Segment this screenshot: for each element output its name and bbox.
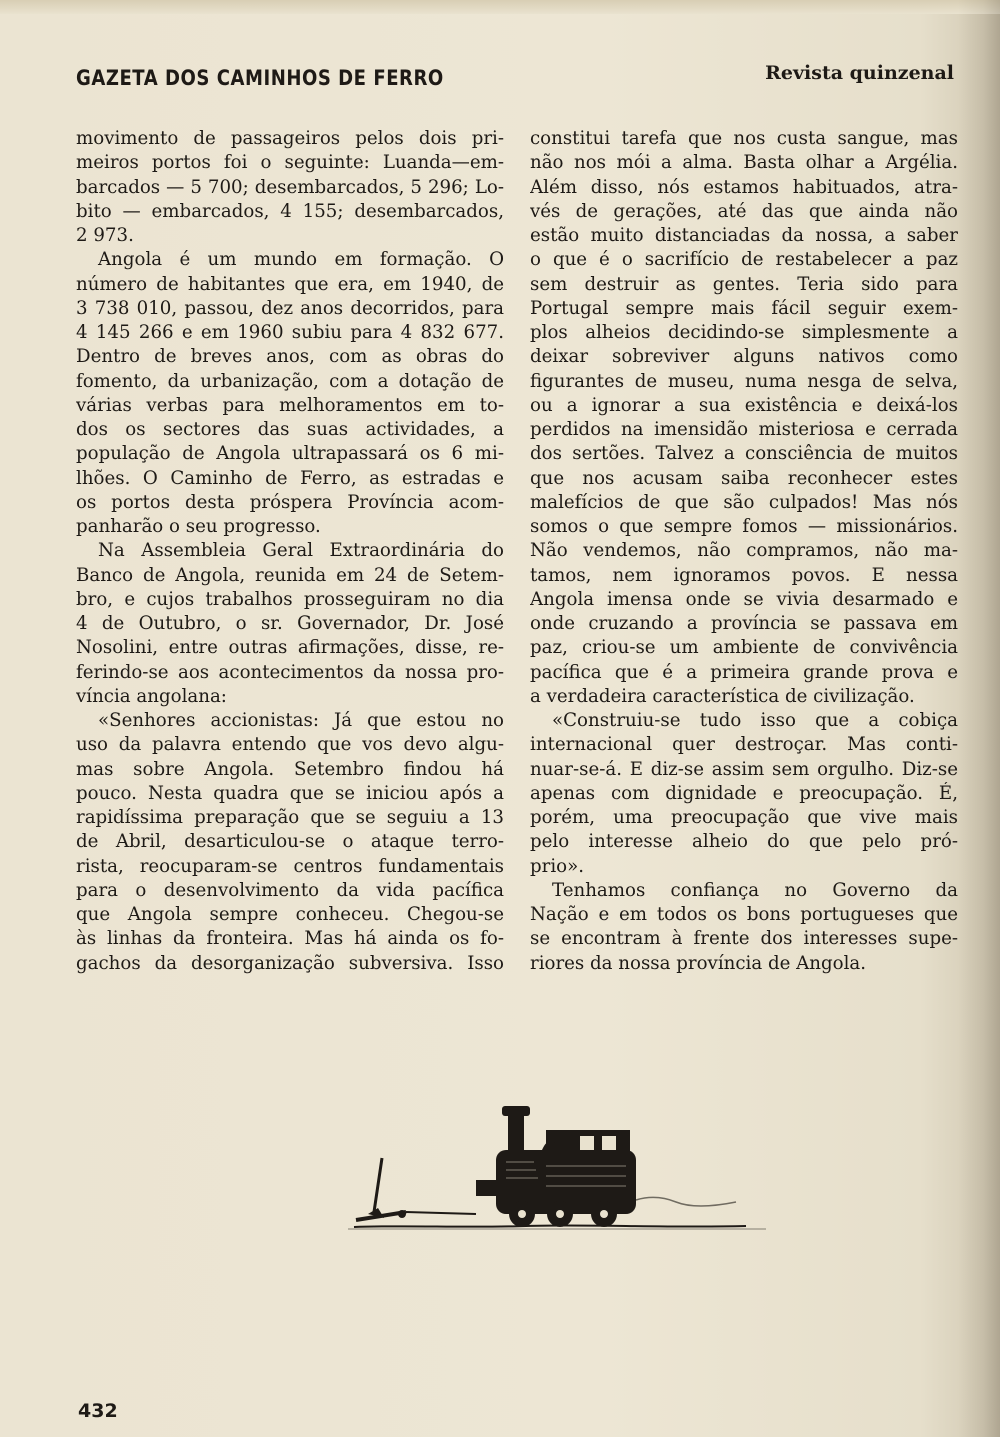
text-line: Nação e em todos os bons portugueses que (530, 904, 958, 925)
text-line: número de habitantes que era, em 1940, de (76, 273, 504, 295)
text-line: bito — embarcados, 4 155; desembarcados, (76, 200, 504, 222)
text-line: o que é o sacrifício de restabelecer a paz (530, 249, 958, 271)
text-line: uso da palavra entendo que vos devo algu- (76, 734, 504, 756)
text-line: ferindo-se aos acontecimentos da nossa pro- (76, 661, 504, 683)
text-line: víncia angolana: (76, 685, 227, 707)
text-line: pouco. Nesta quadra que se iniciou após a (76, 782, 504, 804)
left-column (76, 127, 504, 976)
text-line: estão muito distanciadas da nossa, a saber (530, 225, 958, 246)
text-line: gachos da desorganização subversiva. Isso (76, 952, 504, 974)
text-line: Angola é um mundo em formação. O (98, 249, 504, 271)
text-line: para o desenvolvimento da vida pacífica (76, 879, 504, 901)
text-line: que nos acusam saiba reconhecer estes (530, 467, 958, 489)
text-line: Nosolini, entre outras afirmações, disse, re- (76, 637, 504, 659)
text-line: constitui tarefa que nos custa sangue, mas (530, 128, 958, 149)
text-line: meiros portos foi o seguinte: Luanda—em- (76, 152, 504, 174)
text-line: bro, e cujos trabalhos prosseguiram no dia (76, 588, 504, 610)
text-line: Dentro de breves anos, com as obras do (76, 346, 504, 368)
text-line: rista, reocuparam-se centros fundamentais (76, 855, 504, 877)
text-line: movimento de passageiros pelos dois pri- (76, 128, 504, 149)
steam-locomotive-icon (346, 1100, 786, 1240)
text-line: pelo interesse alheio do que pelo pró- (530, 831, 958, 853)
text-line: às linhas da fronteira. Mas há ainda os fo- (76, 928, 504, 950)
text-line: Portugal sempre mais fácil seguir exem- (530, 297, 958, 319)
text-line: 4 de Outubro, o sr. Governador, Dr. José (76, 613, 504, 634)
text-line: somos o que sempre fomos — missionários. (530, 516, 958, 537)
text-line: barcados — 5 700; desembarcados, 5 296; Lo- (76, 176, 504, 198)
text-line: Além disso, nós estamos habituados, atra- (530, 176, 958, 198)
text-line: tamos, nem ignoramos povos. E nessa (530, 564, 958, 586)
magazine-title: GAZETA DOS CAMINHOS DE FERRO (76, 66, 444, 90)
text-line: rapidíssima preparação que se seguiu a 13 (76, 807, 504, 828)
text-line: lhões. O Caminho de Ferro, as estradas e (76, 467, 504, 489)
text-line: vés de gerações, até das que ainda não (530, 200, 958, 222)
text-line: população de Angola ultrapassará os 6 mi- (76, 443, 504, 465)
text-line: prio». (530, 855, 585, 877)
text-line: Banco de Angola, reunida em 24 de Setem- (76, 564, 504, 586)
text-line: porém, uma preocupação que vive mais (530, 807, 958, 828)
text-line: figurantes de museu, numa nesga de selva, (530, 370, 958, 392)
magazine-subtitle: Revista quinzenal (765, 62, 954, 84)
text-line: 3 738 010, passou, dez anos decorridos, para (76, 297, 504, 319)
text-line: não nos mói a alma. Basta olhar a Argélia. (530, 152, 958, 174)
text-line: os portos desta próspera Província acom- (76, 491, 504, 513)
text-line: pacífica que é a primeira grande prova e (530, 661, 958, 683)
text-line: Não vendemos, não compramos, não ma- (530, 540, 958, 562)
text-line: paz, criou-se um ambiente de convivência (530, 637, 958, 659)
text-line: apenas com dignidade e preocupação. É, (530, 782, 958, 804)
text-line: 2 973. (76, 225, 134, 246)
text-line: que Angola sempre conheceu. Chegou-se (76, 904, 504, 925)
text-line: fomento, da urbanização, com a dotação de (76, 370, 504, 392)
text-line: várias verbas para melhoramentos em to- (76, 394, 504, 416)
text-line: Tenhamos confiança no Governo da (552, 879, 958, 901)
page-binding-shadow (958, 0, 1000, 1437)
text-line: nuar-se-á. E diz-se assim sem orgulho. Diz-se (530, 758, 958, 780)
text-line: onde cruzando a província se passava em (530, 613, 958, 634)
text-line: se encontram à frente dos interesses supe- (530, 928, 958, 950)
page-top-edge (0, 0, 1000, 14)
text-line: sem destruir as gentes. Teria sido para (530, 273, 958, 295)
text-line: panharão o seu progresso. (76, 516, 321, 537)
text-line: ou a ignorar a sua existência e deixá-los (530, 394, 958, 416)
text-line: riores da nossa província de Angola. (530, 952, 867, 974)
text-line: dos sertões. Talvez a consciência de muitos (530, 443, 958, 465)
text-line: «Construiu-se tudo isso que a cobiça (552, 710, 958, 731)
right-column (530, 127, 958, 976)
text-line: perdidos na imensidão misteriosa e cerrada (530, 419, 958, 440)
text-line: mas sobre Angola. Setembro findou há (76, 758, 504, 780)
text-line: a verdadeira característica de civilização. (530, 685, 915, 707)
text-line: malefícios de que são culpados! Mas nós (530, 491, 958, 513)
text-line: Angola imensa onde se vivia desarmado e (530, 588, 958, 610)
text-line: plos alheios decidindo-se simplesmente a (530, 322, 958, 343)
text-line: dos os sectores das suas actividades, a (76, 419, 504, 440)
text-line: Na Assembleia Geral Extraordinária do (98, 540, 504, 562)
text-line: de Abril, desarticulou-se o ataque terro- (76, 831, 504, 853)
text-line: internacional quer destroçar. Mas conti- (530, 734, 958, 756)
text-line: deixar sobreviver alguns nativos como (530, 346, 958, 368)
text-line: 4 145 266 e em 1960 subiu para 4 832 677. (76, 322, 504, 343)
page-number: 432 (78, 1400, 118, 1422)
text-line: «Senhores accionistas: Já que estou no (98, 710, 504, 731)
